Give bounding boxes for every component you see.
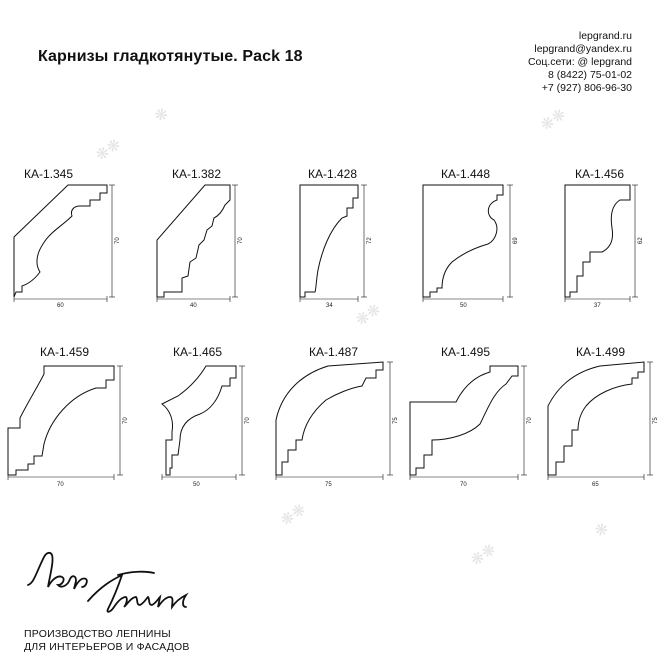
logo-name: Леп Гранд <box>22 545 27 546</box>
logo-tagline <box>24 628 190 654</box>
profile-ka-1-459[interactable] <box>8 366 123 480</box>
profile-code: КА-1.459 <box>40 345 90 359</box>
width-dimension: 75 <box>325 482 332 488</box>
profile-code: КА-1.456 <box>575 167 625 181</box>
profile-ka-1-345[interactable] <box>14 185 115 302</box>
width-dimension: 65 <box>592 482 599 488</box>
profile-ka-1-495[interactable] <box>410 366 527 480</box>
height-dimension: 70 <box>123 417 129 424</box>
width-dimension: 40 <box>190 303 197 309</box>
tagline-line-2: ДЛЯ ИНТЕРЬЕРОВ И ФАСАДОВ <box>24 641 190 653</box>
watermark-stamp: ❋ <box>591 519 613 542</box>
width-dimension: 70 <box>57 482 64 488</box>
width-dimension: 37 <box>594 303 601 309</box>
profile-code: КА-1.487 <box>309 345 359 359</box>
profile-ka-1-448[interactable] <box>423 185 513 302</box>
watermark-stamp: ❋❋ <box>537 105 570 136</box>
height-dimension: 75 <box>393 417 399 424</box>
lepgrand-logo <box>22 545 202 625</box>
profile-ka-1-487[interactable] <box>276 362 393 480</box>
width-dimension: 50 <box>460 303 467 309</box>
profile-ka-1-465[interactable] <box>162 366 245 480</box>
profile-code: КА-1.495 <box>441 345 491 359</box>
width-dimension: 34 <box>326 303 333 309</box>
profile-code: КА-1.448 <box>441 167 491 181</box>
social-text: Соц.сети: @ lepgrand <box>527 56 632 68</box>
width-dimension: 70 <box>460 482 467 488</box>
phone-2: +7 (927) 806-96-30 <box>541 82 632 94</box>
profile-code: КА-1.465 <box>173 345 223 359</box>
watermark-stamp: ❋❋ <box>92 135 125 166</box>
profile-ka-1-456[interactable] <box>565 185 638 302</box>
height-dimension: 70 <box>115 237 121 244</box>
website-link[interactable]: lepgrand.ru <box>578 30 632 42</box>
profile-ka-1-428[interactable] <box>300 185 367 302</box>
width-dimension: 60 <box>57 303 64 309</box>
height-dimension: 70 <box>245 417 251 424</box>
profile-code: КА-1.345 <box>24 167 74 181</box>
profile-code: КА-1.428 <box>308 167 358 181</box>
profile-ka-1-382[interactable] <box>157 185 238 302</box>
watermark-stamp: ❋❋ <box>467 540 500 571</box>
height-dimension: 69 <box>513 237 519 244</box>
height-dimension: 75 <box>653 417 659 424</box>
profile-ka-1-499[interactable] <box>548 362 653 480</box>
watermark-stamp: ❋❋ <box>277 500 310 531</box>
profile-code: КА-1.499 <box>576 345 626 359</box>
tagline-line-1: ПРОИЗВОДСТВО ЛЕПНИНЫ <box>24 628 171 640</box>
watermark-stamp: ❋❋ <box>352 300 385 331</box>
width-dimension: 50 <box>193 482 200 488</box>
height-dimension: 70 <box>238 237 244 244</box>
height-dimension: 62 <box>638 237 644 244</box>
watermark-stamp: ❋ <box>151 104 173 127</box>
page-title: Карнизы гладкотянутые. Pack 18 <box>38 48 303 65</box>
height-dimension: 72 <box>367 237 373 244</box>
height-dimension: 70 <box>527 417 533 424</box>
profile-code: КА-1.382 <box>172 167 222 181</box>
email-link[interactable]: lepgrand@yandex.ru <box>534 43 632 55</box>
phone-1: 8 (8422) 75-01-02 <box>547 69 632 81</box>
